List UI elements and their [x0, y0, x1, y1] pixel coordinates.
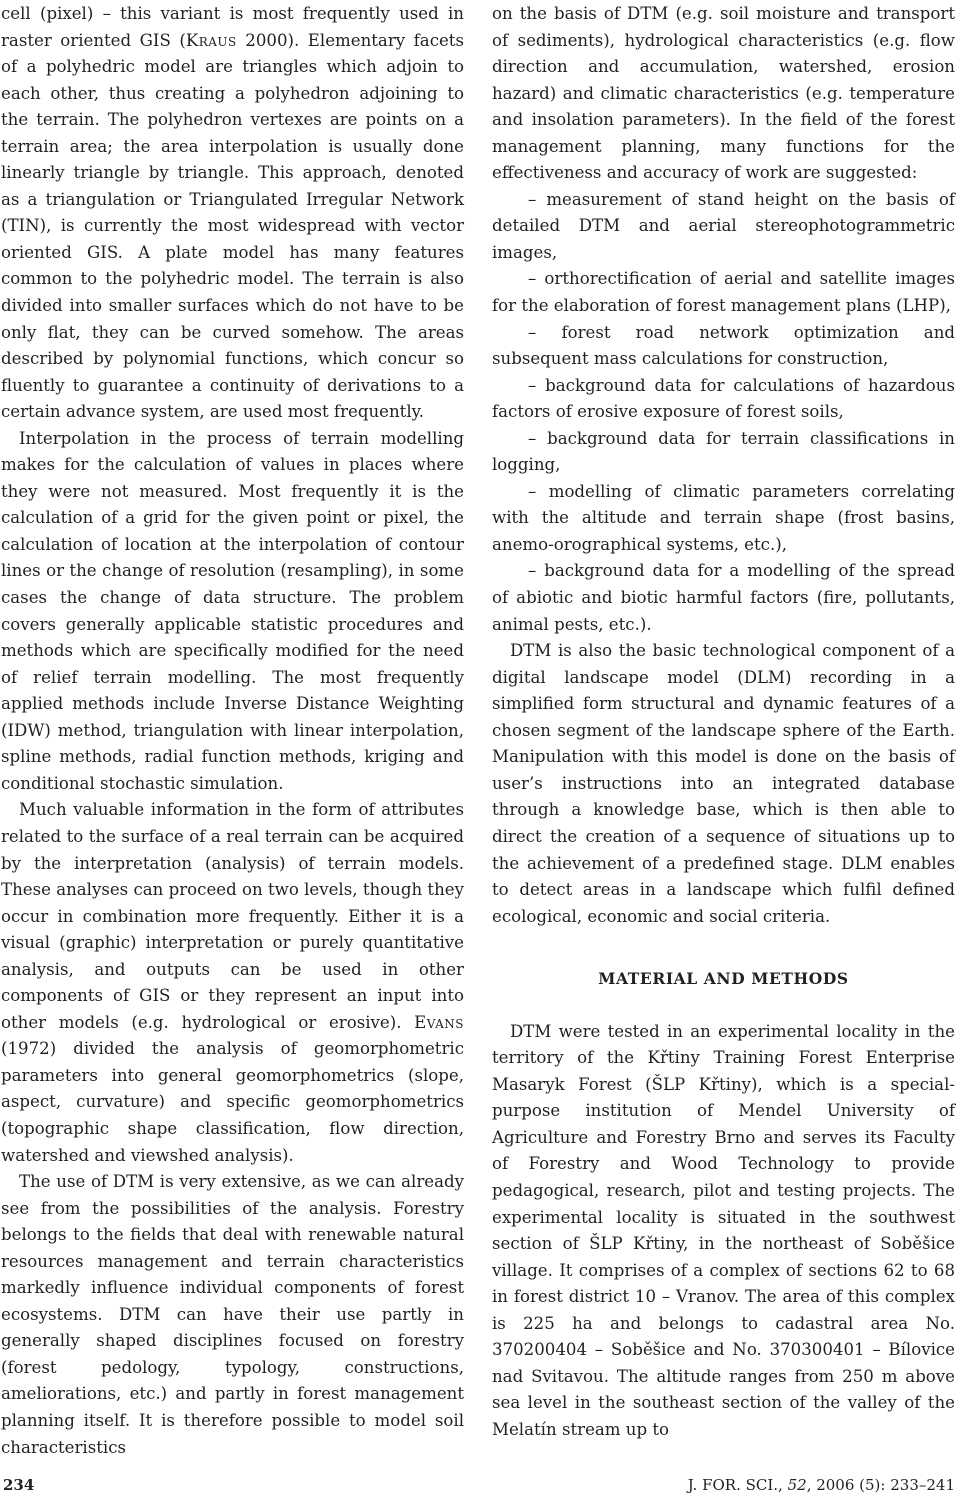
list-item: – background data for a modelling of the spread of abiotic and biotic harmful factors (fire, pollutants, animal pests, etc.). — [492, 561, 955, 634]
list-item: – orthorectification of aerial and satellite images for the elaboration of forest management plans (LHP), — [492, 269, 955, 316]
citation-evans: Evans — [414, 1012, 464, 1032]
list-item: – forest road network optimization and subsequent mass calculations for construction, — [492, 322, 955, 369]
journal-citation: J. FOR. SCI., 52, 2006 (5): 233–241 — [687, 1476, 955, 1494]
left-paragraph-1: cell (pixel) – this variant is most frequently used in raster oriented GIS (Kraus 2000). Elementary facets of a polyhedric model are triangles which adjoin to each other, thus creating a polyhedron adjoining to the terrain. The polyhedron vertexes are points on a terrain area; the area interpolation is usually done linearly triangle by triangle. This approach, denoted as a triangulation or Triangulated Irregular Network (TIN), is currently the most widespread with vector oriented GIS. A plate model has many features common to the polyhedric model. The terrain is also divided into smaller surfaces which do not have to be only flat, they can be curved somehow. The areas described by polynomial functions, which concur so fluently to guarantee a continuity of derivations to a certain advance system, are used most frequently. — [1, 4, 464, 422]
journal-volume: 52 — [787, 1476, 807, 1494]
left-column — [1, 1, 464, 1461]
left-paragraph-3: Much valuable information in the form of attributes related to the surface of a real terrain can be acquired by the interpretation (analysis) of terrain models. These analyses can proceed on two levels, though they occur in combination more frequently. Either it is a visual (graphic) interpretation or purely quantitative analysis, and outputs can be used in other components of GIS or they represent an input into other models (e.g. hydrological or erosive). Evans (1972) divided the analysis of geomorphometric parameters into general geomorphometrics (slope, aspect, curvature) and specific geomorphometrics (topographic shape classification, flow direction, watershed and viewshed analysis). — [1, 800, 464, 1165]
right-paragraph-2: DTM is also the basic technological component of a digital landscape model (DLM) recording in a simplified form structural and dynamic features of a chosen segment of the landscape sphere of the Earth. Manipulation with this model is done on the basis of user’s instructions into an integrated database through a knowledge base, which is then able to direct the creation of a sequence of situations up to the achievement of a predefined stage. DLM enables to detect areas in a landscape which fulfil defined ecological, economic and social criteria. — [492, 641, 955, 926]
list-item: – background data for terrain classifications in logging, — [492, 428, 955, 475]
left-paragraph-4: The use of DTM is very extensive, as we can already see from the possibilities of the analysis. Forestry belongs to the fields that deal with renewable natural resources management and terrain characteristics markedly influence individual components of forest ecosystems. DTM can have their use partly in generally shaped disciplines focused on forestry (forest pedology, typology, constructions, ameliorations, etc.) and partly in forest management planning itself. It is therefore possible to model soil characteristics — [1, 1172, 464, 1457]
list-item: – measurement of stand height on the basis of detailed DTM and aerial stereophotogrammetric images, — [492, 189, 955, 262]
list-item: – modelling of climatic parameters correlating with the altitude and terrain shape (frost basins, anemo-orographical systems, etc.), — [492, 481, 955, 554]
list-item: – background data for calculations of hazardous factors of erosive exposure of forest soils, — [492, 375, 955, 422]
right-paragraph-3: DTM were tested in an experimental locality in the territory of the Křtiny Training Forest Enterprise Masaryk Forest (ŠLP Křtiny), which is a special-purpose institution of Mendel University of Agriculture and Forestry Brno and serves its Faculty of Forestry and Wood Technology to provide pedagogical, research, pilot and testing projects. The experimental locality is situated in the southwest section of ŠLP Křtiny, in the northeast of Soběšice village. It comprises of a complex of sections 62 to 68 in forest district 10 – Vranov. The area of this complex is 225 ha and belongs to cadastral area No. 370200404 – Soběšice and No. 370300401 – Bílovice nad Svitavou. The altitude ranges from 250 m above sea level in the southeast section of the valley of the Melatín stream up to — [492, 1021, 955, 1439]
left-paragraph-2: Interpolation in the process of terrain modelling makes for the calculation of values in places where they were not measured. Most frequently it is the calculation of a grid for the given point or pixel, the calculation of location at the interpolation of contour lines or the change of resolution (resampling), in some cases the change of data structure. The problem covers generally applicable statistic procedures and methods which are specifically modified for the need of relief terrain modelling. The most frequently applied methods include Inverse Distance Weighting (IDW) method, triangulation with linear interpolation, spline methods, radial function methods, kriging and conditional stochastic simulation. — [1, 428, 464, 793]
page-footer — [0, 1476, 960, 1500]
section-heading: MATERIAL AND METHODS — [598, 969, 849, 989]
right-paragraph-1: on the basis of DTM (e.g. soil moisture and transport of sediments), hydrological characteristics (e.g. flow direction and accumulation, watershed, erosion hazard) and climatic characteristics (e.g. temperature and insolation parameters). In the field of the forest management planning, many functions for the effectiveness and accuracy of work are suggested: — [492, 4, 955, 183]
page-number: 234 — [3, 1476, 35, 1494]
citation-kraus: Kraus — [185, 30, 237, 50]
right-column — [492, 1, 955, 1443]
